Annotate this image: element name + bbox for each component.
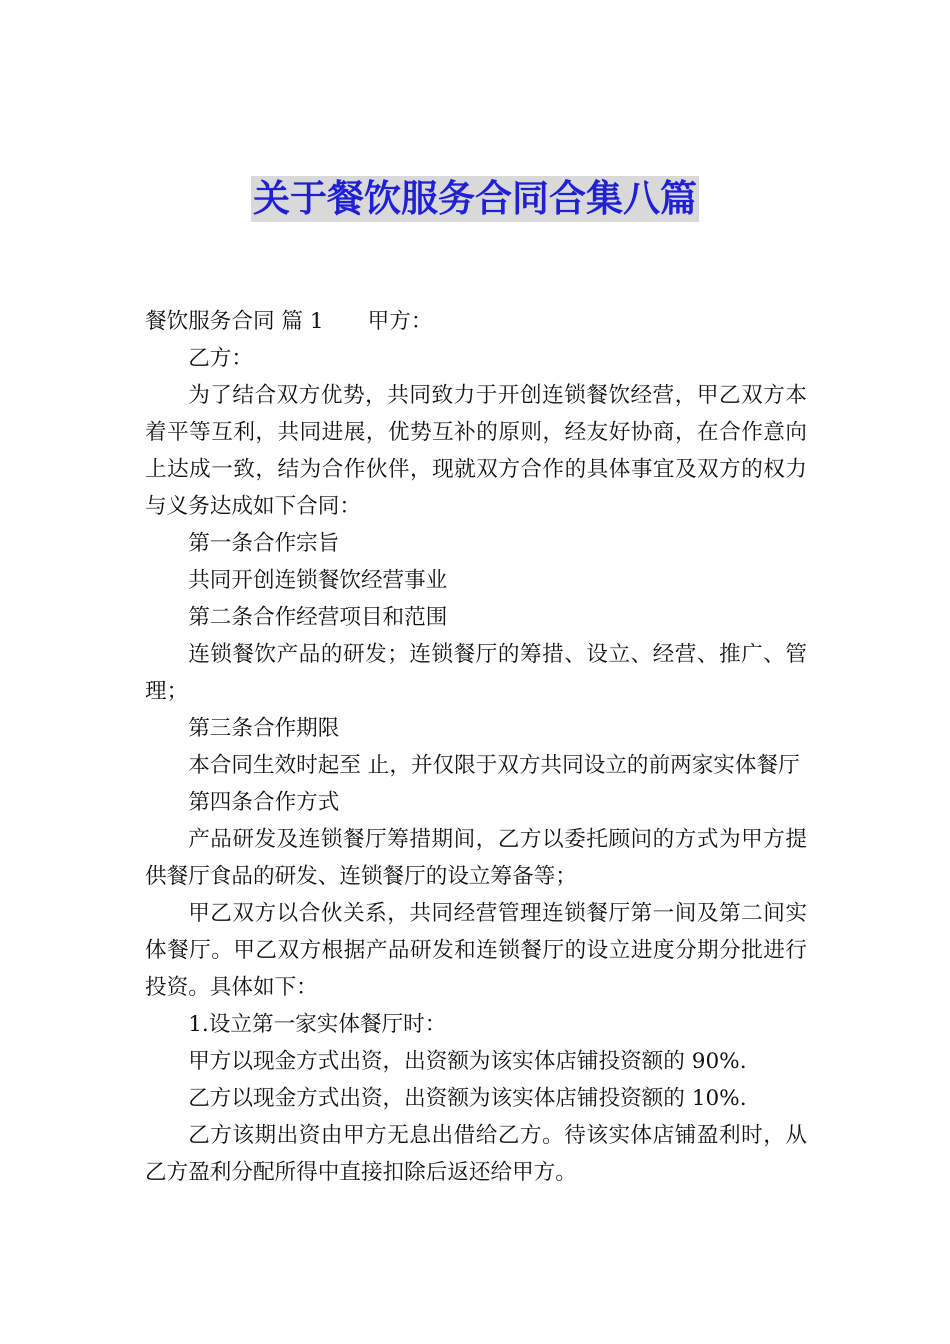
paragraph: 连锁餐饮产品的研发；连锁餐厅的筹措、设立、经营、推广、管理； xyxy=(145,642,807,704)
paragraph: 乙方以现金方式出资，出资额为该实体店铺投资额的 10%. xyxy=(188,1086,747,1111)
title-container xyxy=(0,176,950,222)
first-line xyxy=(145,303,807,340)
paragraph: 共同开创连锁餐饮经营事业 xyxy=(188,568,448,593)
document-body xyxy=(145,303,807,1191)
paragraph: 第四条合作方式 xyxy=(188,790,340,815)
paragraph: 甲乙双方以合伙关系，共同经营管理连锁餐厅第一间及第二间实体餐厅。甲乙双方根据产品研发和连锁餐厅的设立进度分期分批进行投资。具体如下： xyxy=(145,901,807,1000)
paragraph: 为了结合双方优势，共同致力于开创连锁餐饮经营，甲乙双方本着平等互利，共同进展，优势互补的原则，经友好协商，在合作意向上达成一致，结为合作伙伴，现就双方合作的具体事宜及双方的权力与义务达成如下合同： xyxy=(145,383,807,519)
paragraph: 第一条合作宗旨 xyxy=(188,531,340,556)
paragraph: 1.设立第一家实体餐厅时： xyxy=(188,1012,447,1037)
contract-heading: 餐饮服务合同 篇 1 xyxy=(145,309,324,334)
party-a-label: 甲方： xyxy=(367,309,433,334)
paragraph: 甲方以现金方式出资，出资额为该实体店铺投资额的 90%. xyxy=(188,1049,747,1074)
paragraph: 产品研发及连锁餐厅筹措期间，乙方以委托顾问的方式为甲方提供餐厅食品的研发、连锁餐厅的设立筹备等； xyxy=(145,827,807,889)
paragraph: 乙方该期出资由甲方无息出借给乙方。待该实体店铺盈利时，从乙方盈利分配所得中直接扣除后返还给甲方。 xyxy=(145,1123,807,1185)
paragraph: 乙方： xyxy=(188,346,253,371)
paragraph: 第三条合作期限 xyxy=(188,716,340,741)
paragraph: 本合同生效时起至 止，并仅限于双方共同设立的前两家实体餐厅 xyxy=(188,753,800,778)
paragraph: 第二条合作经营项目和范围 xyxy=(188,605,448,630)
document-title: 关于餐饮服务合同合集八篇 xyxy=(253,177,697,220)
